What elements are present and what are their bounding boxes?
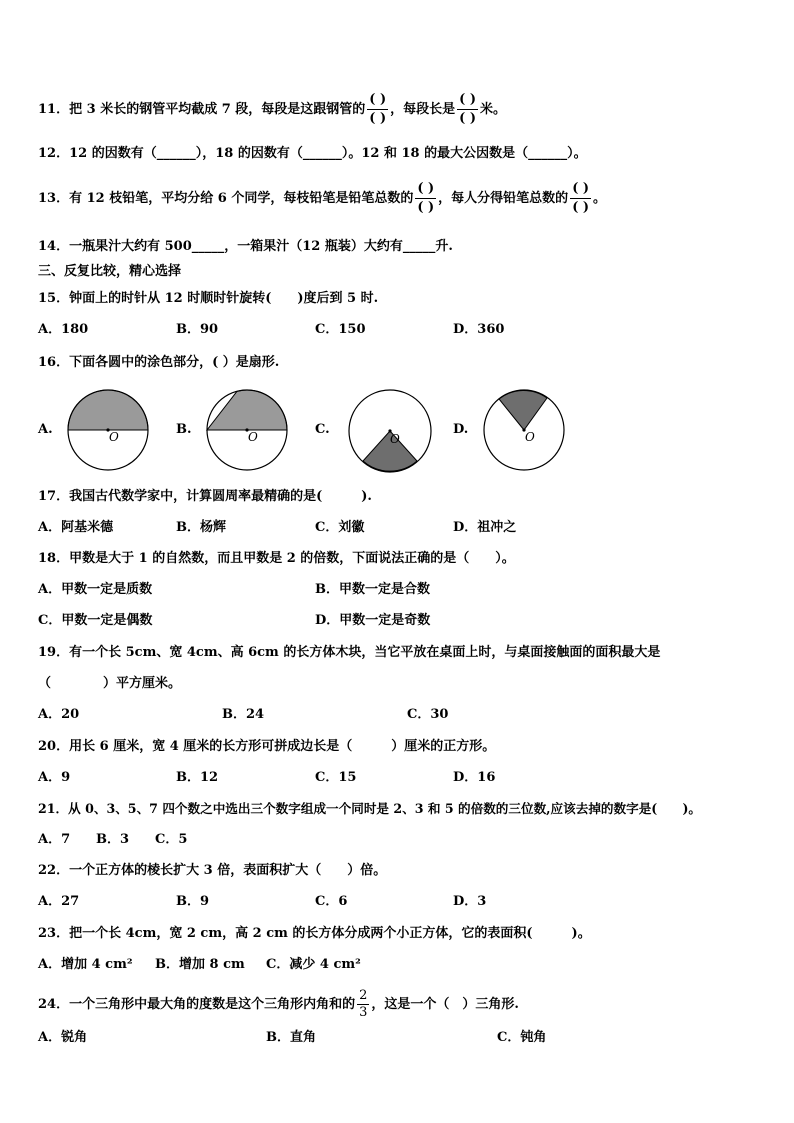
question-14: 14．一瓶果汁大约有 500_____，一箱果汁（12 瓶装）大约有_____升. [38, 239, 453, 254]
question-20: 20．用长 6 厘米，宽 4 厘米的长方形可拼成边长是（ ）厘米的正方形。 [38, 739, 496, 754]
q15-option-d[interactable]: D．360 [453, 322, 505, 337]
question-13 [38, 181, 606, 216]
q11-text-pre: 11．把 3 米长的钢管平均截成 7 段，每段是这跟钢管的 [38, 102, 366, 117]
question-23: 23．把一个长 4cm，宽 2 cm，高 2 cm 的长方体分成两个小正方体，它的表面积( )。 [38, 926, 591, 941]
q21-option-a[interactable]: A．7 [38, 832, 71, 847]
q20-option-b[interactable]: B．12 [176, 770, 219, 785]
q24-option-b[interactable]: B．直角 [266, 1030, 316, 1045]
question-11 [38, 92, 506, 127]
q18-option-b[interactable]: B．甲数一定是合数 [315, 582, 430, 597]
q24-option-c[interactable]: C．钝角 [497, 1030, 547, 1045]
q13-fraction-2: $\frac{( )}{( )}$ [572, 181, 590, 215]
question-15: 15．钟面上的时针从 12 时顺时针旋转( )度后到 5 时. [38, 291, 379, 306]
question-18: 18．甲数是大于 1 的自然数，而且甲数是 2 的倍数，下面说法正确的是（ ）。 [38, 551, 515, 566]
question-19-line-2: （ ）平方厘米。 [38, 676, 182, 691]
q21-option-c[interactable]: C．5 [155, 832, 188, 847]
q16-c-center-label: O [390, 432, 400, 446]
q16-b-center-label: O [248, 430, 258, 444]
q15-option-a[interactable]: A．180 [38, 322, 89, 337]
q16-a-center-label: O [109, 430, 119, 444]
question-17: 17．我国古代数学家中，计算圆周率最精确的是( ). [38, 489, 372, 504]
q19-option-a[interactable]: A．20 [38, 707, 80, 722]
q16-option-b[interactable]: B. [176, 422, 192, 437]
q24-text-pre: 24．一个三角形中最大角的度数是这个三角形内角和的 [38, 997, 356, 1012]
q13-text-mid: ，每人分得铅笔总数的 [438, 191, 569, 206]
q17-option-c[interactable]: C．刘徽 [315, 520, 365, 535]
q18-option-a[interactable]: A．甲数一定是质数 [38, 582, 153, 597]
q17-option-a[interactable]: A．阿基米德 [38, 520, 114, 535]
q17-option-b[interactable]: B．杨辉 [176, 520, 226, 535]
q22-option-a[interactable]: A．27 [38, 894, 80, 909]
q16-option-a[interactable]: A. [38, 422, 53, 437]
q20-option-d[interactable]: D．16 [453, 770, 496, 785]
q19-option-b[interactable]: B．24 [222, 707, 265, 722]
q16-circle-b [205, 389, 289, 471]
q13-text-pre: 13．有 12 枝铅笔，平均分给 6 个同学，每枝铅笔是铅笔总数的 [38, 191, 414, 206]
q13-fraction-1: $\frac{( )}{( )}$ [417, 181, 435, 215]
q15-option-b[interactable]: B．90 [176, 322, 219, 337]
q22-option-b[interactable]: B．9 [176, 894, 210, 909]
q20-option-a[interactable]: A．9 [38, 770, 71, 785]
q18-option-d[interactable]: D．甲数一定是奇数 [315, 613, 431, 628]
q16-option-d[interactable]: D. [453, 422, 469, 437]
q22-option-c[interactable]: C．6 [315, 894, 348, 909]
question-21: 21．从 0、3、5、7 四个数之中选出三个数字组成一个同时是 2、3 和 5 的倍数的三位数,应该去掉的数字是( )。 [38, 801, 702, 816]
q23-option-a[interactable]: A．增加 4 cm² [38, 957, 133, 972]
q21-option-b[interactable]: B．3 [96, 832, 130, 847]
q24-fraction: $\frac{2}{3}$ [359, 988, 368, 1020]
question-12: 12．12 的因数有（______），18 的因数有（______）。12 和 18 的最大公因数是（______）。 [38, 146, 587, 161]
q11-text-mid: ，每段长是 [390, 102, 456, 117]
q19-option-c[interactable]: C．30 [407, 707, 449, 722]
q23-option-c[interactable]: C．减少 4 cm² [266, 957, 361, 972]
q24-text-post: ，这是一个（ ）三角形. [371, 997, 519, 1012]
q15-option-c[interactable]: C．150 [315, 322, 366, 337]
q11-fraction-1: $\frac{( )}{( )}$ [369, 92, 387, 126]
q18-option-c[interactable]: C．甲数一定是偶数 [38, 613, 153, 628]
question-19: 19．有一个长 5cm、宽 4cm、高 6cm 的长方体木块，当它平放在桌面上时，与桌面接触面的面积最大是 [38, 645, 661, 660]
q22-option-d[interactable]: D．3 [453, 894, 487, 909]
q20-option-c[interactable]: C．15 [315, 770, 357, 785]
q16-circle-a [66, 389, 150, 471]
q11-fraction-2: $\frac{( )}{( )}$ [459, 92, 476, 126]
question-22: 22．一个正方体的棱长扩大 3 倍，表面积扩大（ ）倍。 [38, 863, 387, 878]
q24-option-a[interactable]: A．锐角 [38, 1030, 88, 1045]
q13-text-post: 。 [593, 191, 607, 206]
q16-option-c[interactable]: C. [315, 422, 330, 437]
question-16: 16．下面各圆中的涂色部分，( ）是扇形. [38, 355, 280, 370]
question-24 [38, 989, 519, 1020]
section-heading: 三、反复比较，精心选择 [38, 264, 182, 279]
q16-circle-d [482, 389, 566, 471]
q16-circle-c [347, 389, 433, 473]
q23-option-b[interactable]: B．增加 8 cm [155, 957, 245, 972]
q17-option-d[interactable]: D．祖冲之 [453, 520, 517, 535]
q16-d-center-label: O [525, 430, 535, 444]
q11-text-post: 米。 [479, 102, 506, 117]
